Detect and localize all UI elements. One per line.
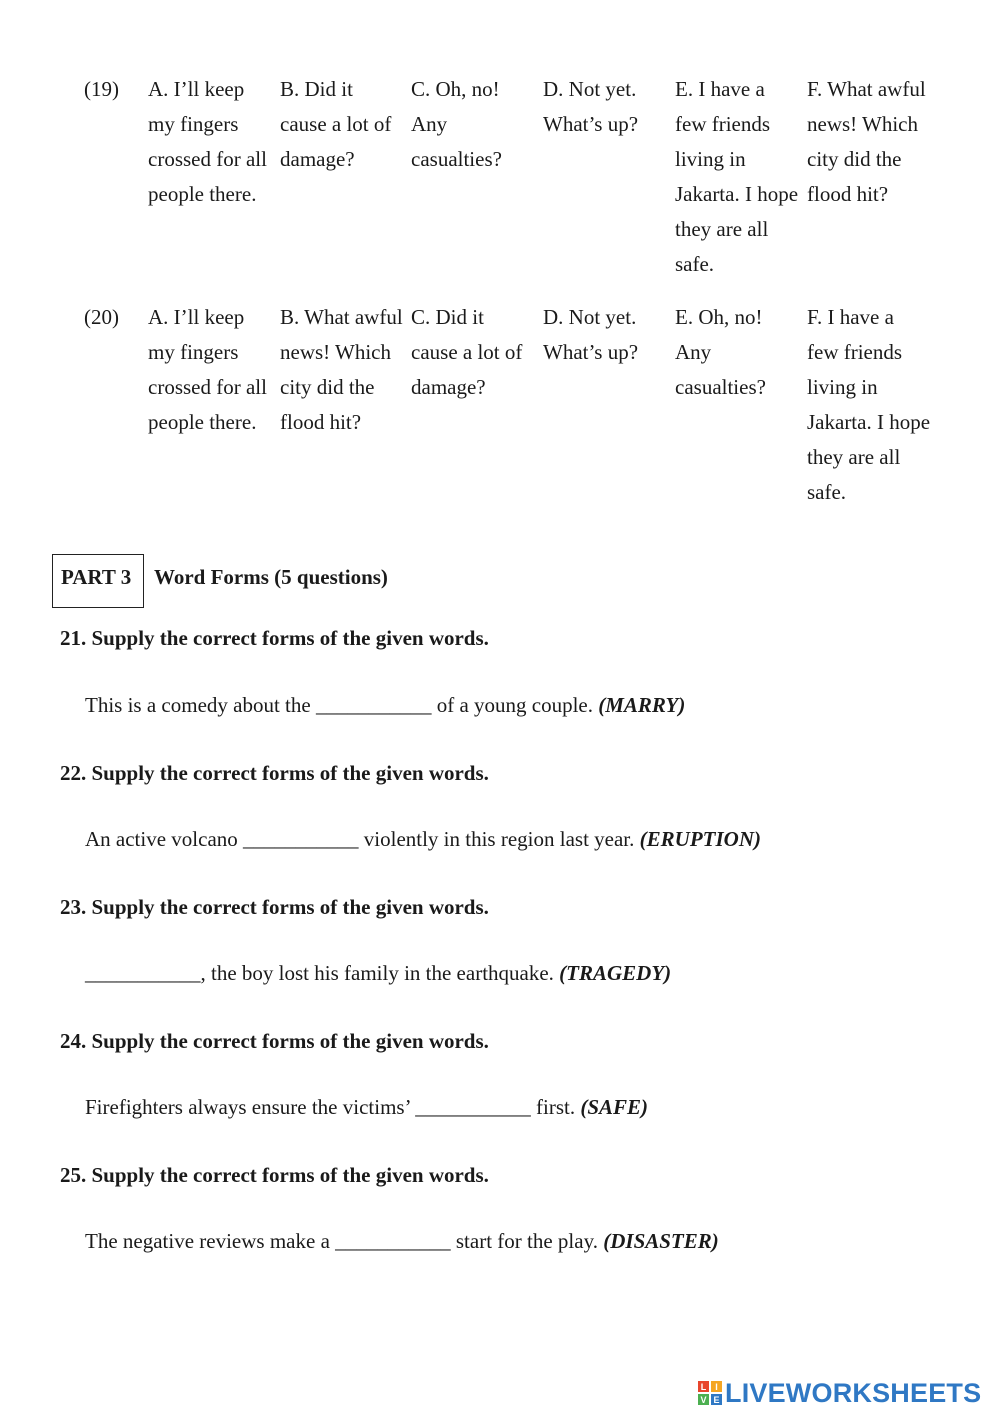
option-d: D. Not yet. What’s up? (543, 77, 639, 136)
question-heading: 22. Supply the correct forms of the given words. (60, 761, 489, 785)
liveworksheets-logo[interactable] (698, 1378, 981, 1408)
given-word: (MARRY) (598, 693, 686, 717)
given-word: (SAFE) (580, 1095, 649, 1119)
sentence-text: An active volcano ___________ violently in this region last year. (85, 827, 640, 851)
logo-mark-i: I (711, 1381, 722, 1392)
question-heading: 23. Supply the correct forms of the given words. (60, 895, 489, 919)
question-heading: 25. Supply the correct forms of the given words. (60, 1163, 489, 1187)
option-b: B. Did it cause a lot of damage? (280, 77, 392, 171)
question-sentence (85, 1226, 719, 1256)
sentence-text: The negative reviews make a ___________ start for the play. (85, 1229, 604, 1253)
logo-mark-e: E (711, 1394, 722, 1405)
sentence-text: This is a comedy about the ___________ of a young couple. (85, 693, 599, 717)
option-c: C. Did it cause a lot of damage? (411, 305, 523, 399)
given-word: (ERUPTION) (639, 827, 761, 851)
given-word: (DISASTER) (603, 1229, 719, 1253)
option-f: F. What awful news! Which city did the flood hit? (807, 77, 926, 206)
logo-text: LIVEWORKSHEETS (725, 1377, 982, 1408)
question-heading: 21. Supply the correct forms of the given words. (60, 626, 489, 650)
option-f: F. I have a few friends living in Jakarta. I hope they are all safe. (807, 305, 931, 504)
given-word: (TRAGEDY) (559, 961, 672, 985)
option-a: A. I’ll keep my fingers crossed for all people there. (148, 305, 267, 434)
option-e: E. Oh, no! Any casualties? (675, 305, 766, 399)
part-title: Word Forms (5 questions) (154, 565, 388, 589)
logo-mark-l: L (698, 1381, 709, 1392)
option-c: C. Oh, no! Any casualties? (411, 77, 502, 171)
question-sentence (85, 1092, 648, 1122)
question-sentence (85, 690, 685, 720)
option-e: E. I have a few friends living in Jakarta. I hope they are all safe. (675, 77, 799, 276)
question-sentence (85, 824, 761, 854)
sentence-text: Firefighters always ensure the victims’ ___________ first. (85, 1095, 581, 1119)
option-d: D. Not yet. What’s up? (543, 305, 639, 364)
question-number: (20) (84, 305, 119, 329)
sentence-text: ___________, the boy lost his family in the earthquake. (85, 961, 560, 985)
option-b: B. What awful news! Which city did the flood hit? (280, 305, 403, 434)
logo-mark-v: V (698, 1394, 709, 1405)
liveworksheets-logo-icon (698, 1381, 722, 1405)
option-a: A. I’ll keep my fingers crossed for all people there. (148, 77, 267, 206)
question-sentence (85, 958, 671, 988)
part-label: PART 3 (61, 565, 132, 589)
question-number: (19) (84, 77, 119, 101)
question-heading: 24. Supply the correct forms of the given words. (60, 1029, 489, 1053)
